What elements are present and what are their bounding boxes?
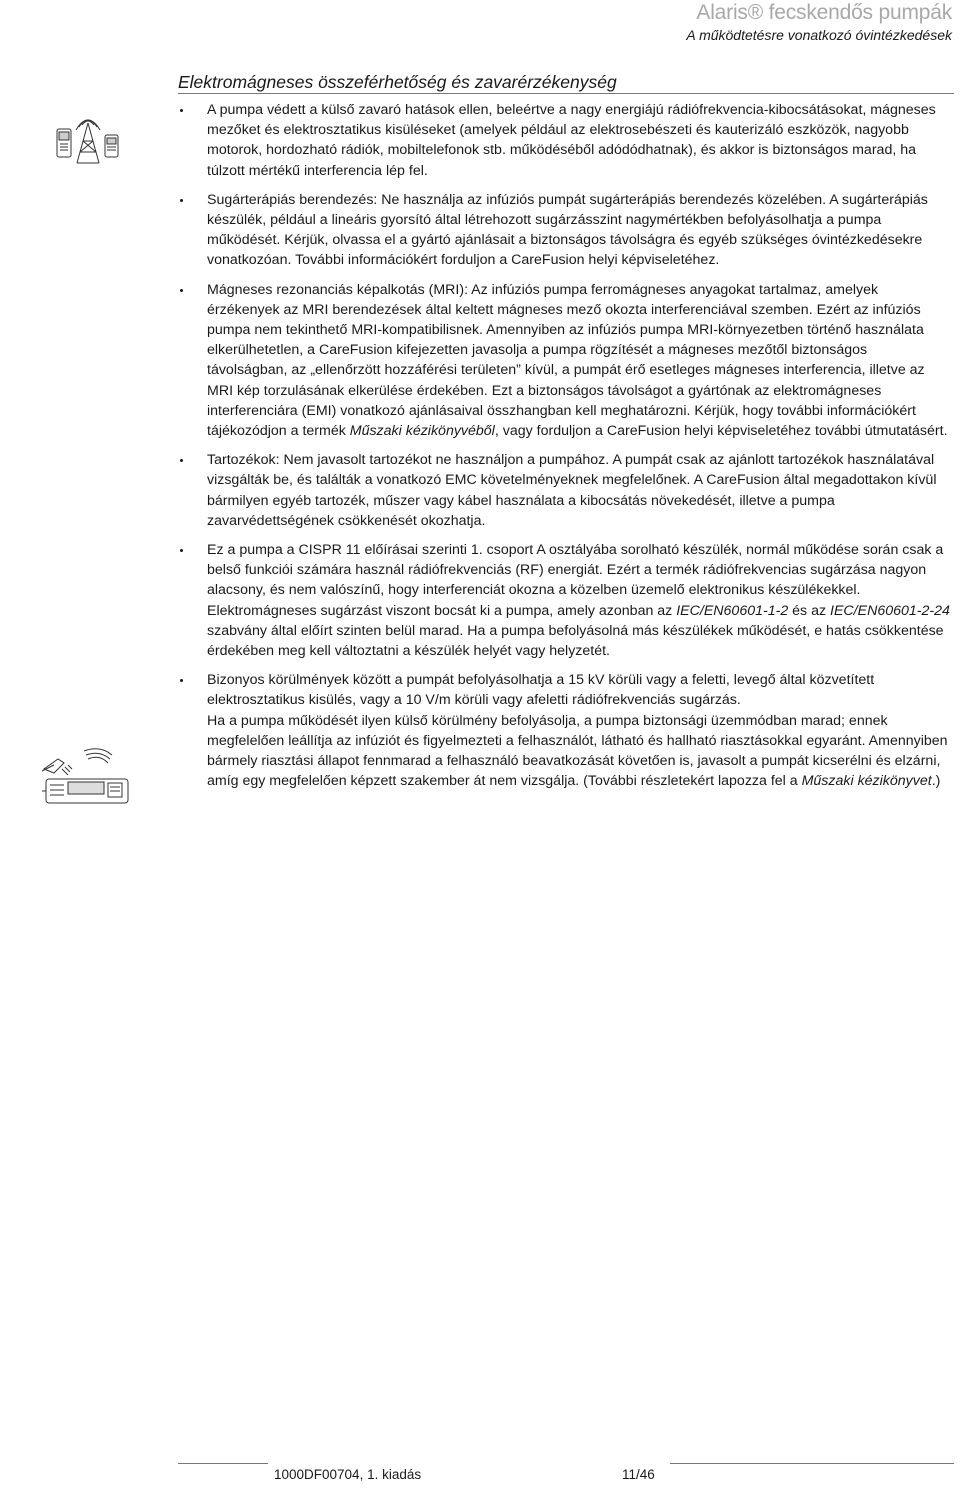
list-item-radiotherapy [178,190,950,271]
section-title: Elektromágneses összeférhetőség és zavarérzékenység [178,72,617,92]
standard-reference: IEC/EN60601-2-24 [830,602,950,619]
list-item-accessories [178,450,950,531]
bullet-text: Ez a pumpa a CISPR 11 előírásai szerinti 1. csoport A osztályába sorolható készülék, normál működése során csak a belső funkciói számára használ rádiófrekvenciás (RF) energiát. Ezért a termék rádiófrekvencias sugárzása nagyon alacsony, és nem valószínű, hogy interferenciát okozna a közelben üzemelő elektronikus készülékekkel. Elektromágneses sugárzást viszont bocsát ki a pumpa, amely azonban az [207,542,944,619]
list-item-cispr [178,540,950,661]
bullet-text: , vagy forduljon a CareFusion helyi képviseletéhez további útmutatásért. [494,423,948,440]
list-item-interference [178,100,950,181]
emc-interference-icon [55,117,121,167]
footer-divider-right [670,1463,954,1464]
header-subtitle: A működtetésre vonatkozó óvintézkedések [686,27,952,43]
bullet-text: szabvány által előírt szinten belül marad. Ha a pumpa befolyásolná más készülékek működését, e hatás csökkentése érdekében meg kell változtatni a készülék helyét vagy helyzetét. [207,622,944,660]
header-brand: Alaris® fecskendős pumpák [696,1,952,24]
page-number: 11/46 [622,1467,655,1482]
running-header [686,0,952,44]
list-item-esd [178,670,950,791]
document-code: 1000DF00704, 1. kiadás [274,1467,422,1482]
bullet-text: .) [931,773,941,790]
bullet-text: és az [788,602,831,619]
standard-reference: IEC/EN60601-1-2 [676,602,789,619]
precaution-list [178,100,950,792]
bullet-text: Mágneses rezonanciás képalkotás (MRI): Az infúziós pumpa ferromágneses anyagokat tartalmaz, amelyek érzékenyek az MRI berendezések által keltett mágneses mező okozta interferenciával szemben. Ezért az infúziós pumpa nem tekinthető MRI-kompatibilisnek. Amennyiben az infúziós pumpa MRI-környezetben történő használata elkerülhetetlen, a CareFusion kifejezetten javasolja a pumpa rögzítését a mágneses mezőtől biztonságos távolságban, az „ellenőrzött hozzáférési területen” kívül, a pumpát érő esetleges mágneses interferencia, illetve az MRI kép torzulásának elkerülése érdekében. Ezt a biztonságos távolságot a gyártónak az elektromágneses interferenciára (EMI) vonatkozó ajánlásaival összhangban kell meghatározni. Kérjük, hogy további információkért tájékozódjon a termék [207,281,925,440]
main-content [178,100,950,801]
manual-reference: Műszaki kézikönyvet [801,773,932,790]
bullet-text: Bizonyos körülmények között a pumpát befolyásolhatja a 15 kV körüli vagy a feletti, levegő által közvetített elektrosztatikus kisülés, vagy a 10 V/m körüli vagy afeletti rádiófrekvenciás sugárzás. [207,672,875,709]
bullet-text: Tartozékok: Nem javasolt tartozékot ne használjon a pumpához. A pumpát csak az ajánlott tartozékok használatával vizsgálták be, és találták a vonatkozó EMC követelményeknek megfelelőnek. A CareFusion által megadottakon kívül bármilyen egyéb tartozék, műszer vagy kábel használata a kibocsátás növekedését, illetve a pumpa zavarvédettségének csökkenését okozhatja. [207,452,937,529]
bullet-text: Sugárterápiás berendezés: Ne használja az infúziós pumpát sugárterápiás berendezés közelében. A sugárterápiás készülék, például a lineáris gyorsító által létrehozott sugárzásszint nagymértékben befolyásolhatja a pumpa működését. Kérjük, olvassa el a gyártó ajánlásait a biztonságos távolságra és egyéb szükséges óvintézkedésekre vonatkozóan. További információkért forduljon a CareFusion helyi képviseletéhez. [207,191,928,269]
manual-reference: Műszaki kézikönyvéből [349,423,495,440]
bullet-text: A pumpa védett a külső zavaró hatások ellen, beleértve a nagy energiájú rádiófrekvencia-kibocsátásokat, mágneses mezőket és elektrosztatikus kisüléseket (amelyek például az elektrosebészeti és kauterizáló eszközök, nagyobb motorok, hordozható rádiók, mobiltelefonok stb. működéséből adódódhatnak), és akkor is biztonságos marad, ha túlzott mértékű interferencia lép fel. [207,102,936,179]
title-divider [178,93,954,94]
footer-divider-left [178,1463,268,1464]
list-item-mri [178,280,950,442]
bullet-text: Ha a pumpa működését ilyen külső körülmény befolyásolja, a pumpa biztonsági üzemmódban marad; ennek megfelelően leállítja az infúziót és figyelmezteti a felhasználót, látható és hallható riasztásokkal egyaránt. Amennyiben bármely riasztási állapot fennmarad a felhasználó beavatkozását követően is, javasolt a pumpát kicserélni és elzárni, amíg egy megfelelően képzett szakember át nem vizsgálja. (További részletekért lapozza fel a [207,712,948,790]
electrostatic-pump-icon [40,745,132,807]
